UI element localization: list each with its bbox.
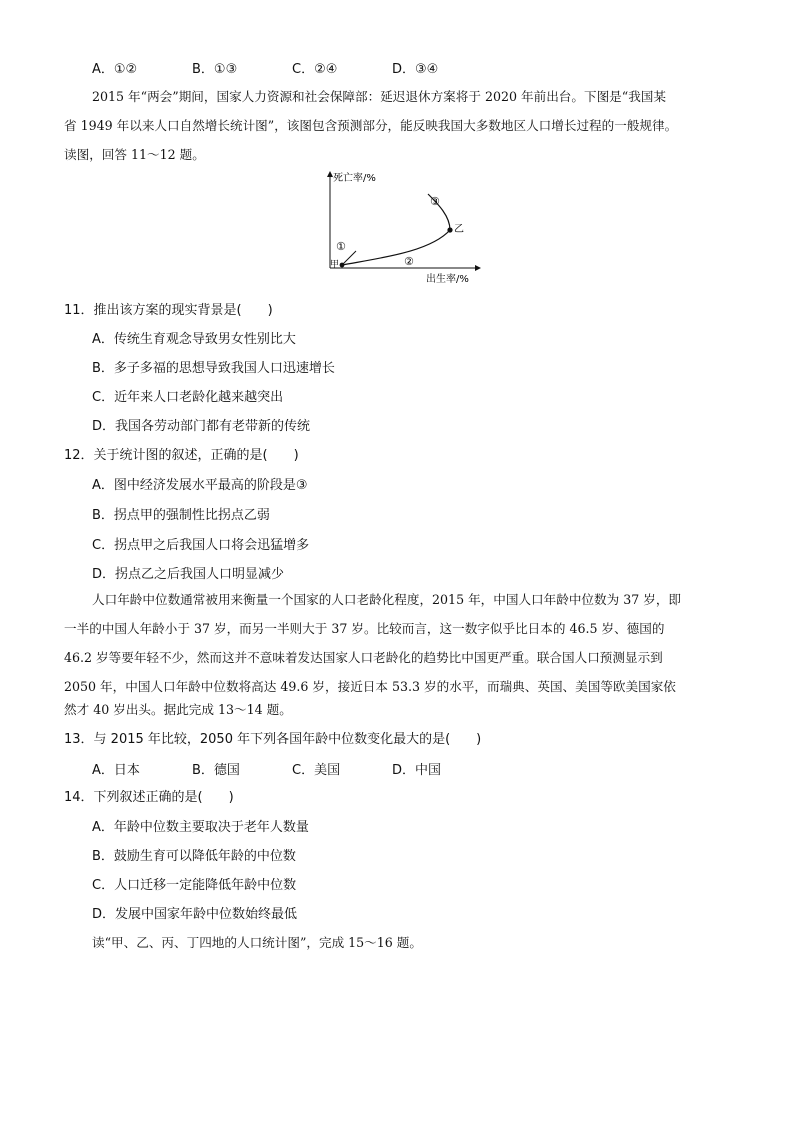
q13-option-b[interactable]: B．德国 — [192, 763, 240, 778]
q11-option-a[interactable]: A．传统生育观念导致男女性别比大 — [92, 332, 296, 347]
q13-option-c[interactable]: C．美国 — [292, 763, 341, 778]
q13-option-a[interactable]: A．日本 — [92, 763, 140, 778]
intro2-line1: 人口年龄中位数通常被用来衡量一个国家的人口老龄化程度，2015 年，中国人口年龄中位数为 37 岁，即 — [92, 592, 682, 607]
q11-stem: 11．推出该方案的现实背景是( ) — [64, 303, 273, 318]
q10-option-d[interactable]: D．③④ — [392, 62, 439, 77]
q10-options — [92, 58, 492, 78]
q12-option-a[interactable]: A．图中经济发展水平最高的阶段是③ — [92, 478, 308, 493]
q12-option-d[interactable]: D．拐点乙之后我国人口明显减少 — [92, 567, 285, 582]
q11-option-d[interactable]: D．我国各劳动部门都有老带新的传统 — [92, 419, 311, 434]
point-yi-label: 乙 — [454, 224, 464, 235]
q10-option-b[interactable]: B．①③ — [192, 62, 238, 77]
stage-1-label: ① — [336, 240, 346, 253]
point-jia-label: 甲 — [330, 260, 340, 270]
q14-stem: 14．下列叙述正确的是( ) — [64, 790, 234, 805]
intro2-line4: 2050 年，中国人口年龄中位数将高达 49.6 岁，接近日本 53.3 岁的水平，而瑞典、英国、美国等欧美国家依 — [64, 679, 676, 694]
point-yi-marker — [447, 227, 452, 232]
intro2-line3: 46.2 岁等要年轻不少，然而这并不意味着发达国家人口老龄化的趋势比中国更严重。联合国人口预测显示到 — [64, 650, 663, 665]
q14-option-b[interactable]: B．鼓励生育可以降低年龄的中位数 — [92, 849, 296, 864]
x-axis-label: 出生率/% — [426, 274, 469, 285]
q12-stem: 12．关于统计图的叙述，正确的是( ) — [64, 448, 299, 463]
q13-stem: 13．与 2015 年比较，2050 年下列各国年龄中位数变化最大的是( ) — [64, 732, 482, 747]
q13-options — [92, 759, 492, 779]
q10-option-c[interactable]: C．②④ — [292, 62, 338, 77]
intro2-line2: 一半的中国人年龄小于 37 岁，而另一半则大于 37 岁。比较而言，这一数字似乎比日本的 46.5 岁、德国的 — [64, 621, 665, 636]
stage-3-label: ③ — [430, 195, 440, 208]
intro1-line2: 省 1949 年以来人口自然增长统计图”，该图包含预测部分，能反映我国大多数地区人口增长过程的一般规律。 — [64, 118, 678, 133]
q12-option-c[interactable]: C．拐点甲之后我国人口将会迅猛增多 — [92, 538, 310, 553]
population-growth-chart — [320, 168, 520, 288]
q10-option-a[interactable]: A．①② — [92, 62, 138, 77]
stage-2-label: ② — [404, 255, 414, 268]
intro1-line1: 2015 年“两会”期间，国家人力资源和社会保障部：延迟退休方案将于 2020 年前出台。下图是“我国某 — [92, 89, 666, 104]
intro2-line5: 然才 40 岁出头。据此完成 13～14 题。 — [64, 702, 292, 717]
q14-option-d[interactable]: D．发展中国家年龄中位数始终最低 — [92, 907, 298, 922]
q12-option-b[interactable]: B．拐点甲的强制性比拐点乙弱 — [92, 508, 270, 523]
q11-option-c[interactable]: C．近年来人口老龄化越来越突出 — [92, 390, 284, 405]
q14-option-c[interactable]: C．人口迁移一定能降低年龄中位数 — [92, 878, 297, 893]
q11-option-b[interactable]: B．多子多福的思想导致我国人口迅速增长 — [92, 361, 335, 376]
y-axis-label: 死亡率/% — [333, 173, 376, 184]
intro1-line3: 读图，回答 11～12 题。 — [64, 147, 205, 162]
q14-option-a[interactable]: A．年龄中位数主要取决于老年人数量 — [92, 820, 309, 835]
point-jia-marker — [340, 263, 345, 268]
intro3-line: 读“甲、乙、丙、丁四地的人口统计图”，完成 15～16 题。 — [92, 935, 422, 950]
q13-option-d[interactable]: D．中国 — [392, 763, 442, 778]
